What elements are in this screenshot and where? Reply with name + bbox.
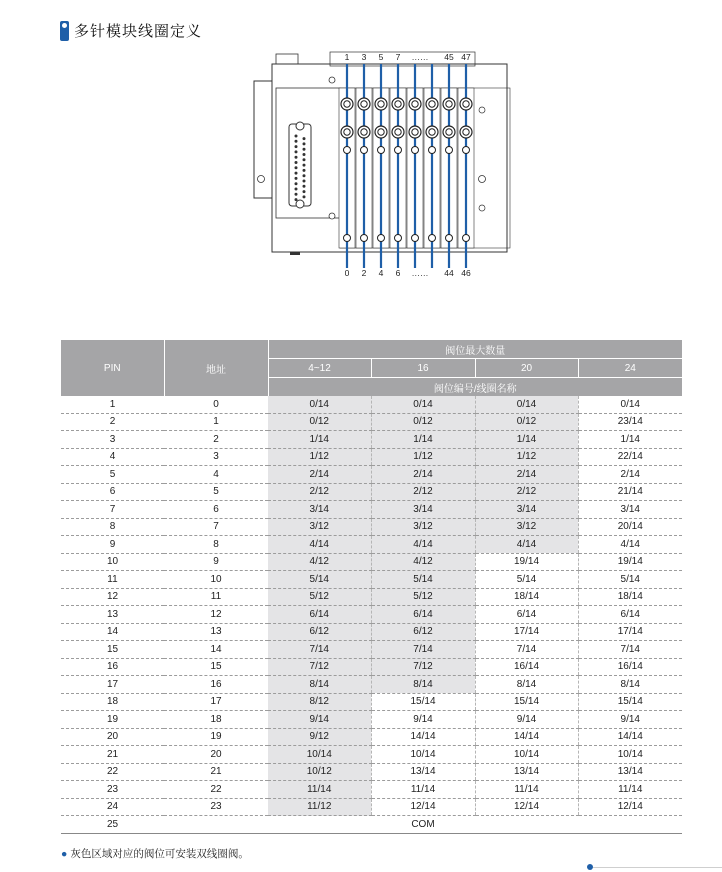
cell-count-4-12: 5/12 xyxy=(268,588,371,606)
cell-address: 16 xyxy=(164,676,268,694)
cell-count-16: 14/14 xyxy=(371,728,475,746)
table-row xyxy=(61,711,682,729)
count-header: 24 xyxy=(578,359,682,378)
cell-pin: 1 xyxy=(61,396,164,413)
cell-count-4-12: 7/12 xyxy=(268,658,371,676)
coil-icon xyxy=(426,98,438,110)
cell-pin: 8 xyxy=(61,518,164,536)
table-row xyxy=(61,781,682,799)
coil-icon xyxy=(443,98,455,110)
page-title-block xyxy=(60,20,202,41)
cell-count-20: 14/14 xyxy=(475,728,578,746)
cell-count-16: 1/12 xyxy=(371,448,475,466)
screw-icon xyxy=(378,147,385,154)
cell-count-16: 5/14 xyxy=(371,571,475,589)
cell-count-16: 1/14 xyxy=(371,431,475,449)
top-pin-label: 1 xyxy=(344,52,350,62)
cell-count-4-12: 10/14 xyxy=(268,746,371,764)
screw-icon xyxy=(344,147,351,154)
cell-count-16: 4/14 xyxy=(371,536,475,554)
cell-count-24: 8/14 xyxy=(578,676,682,694)
cell-count-16: 15/14 xyxy=(371,693,475,711)
table-row xyxy=(61,658,682,676)
cell-address: 19 xyxy=(164,728,268,746)
top-pin-label: 5 xyxy=(378,52,384,62)
cell-count-24: 12/14 xyxy=(578,798,682,816)
cell-count-16: 2/12 xyxy=(371,483,475,501)
coil-icon xyxy=(375,126,387,138)
screw-icon xyxy=(446,147,453,154)
col-header-address: 地址 xyxy=(164,340,268,396)
bottom-pin-label: 6 xyxy=(395,268,401,278)
cell-count-16: 6/12 xyxy=(371,623,475,641)
cell-pin: 25 xyxy=(61,816,164,834)
coil-icon xyxy=(375,98,387,110)
coil-icon xyxy=(341,126,353,138)
coil-icon xyxy=(358,126,370,138)
cell-count-4-12: 1/14 xyxy=(268,431,371,449)
cell-count-20: 1/14 xyxy=(475,431,578,449)
top-pin-label: 45 xyxy=(444,52,454,62)
cell-count-24: 7/14 xyxy=(578,641,682,659)
cell-count-4-12: 7/14 xyxy=(268,641,371,659)
cell-count-24: 14/14 xyxy=(578,728,682,746)
table-row xyxy=(61,693,682,711)
bottom-pin-label: 2 xyxy=(361,268,367,278)
cell-address: 21 xyxy=(164,763,268,781)
cell-count-24: 21/14 xyxy=(578,483,682,501)
cell-count-4-12: 0/14 xyxy=(268,396,371,413)
cell-address: 9 xyxy=(164,553,268,571)
cell-count-4-12: 8/14 xyxy=(268,676,371,694)
cell-count-24: 17/14 xyxy=(578,623,682,641)
cell-count-16: 2/14 xyxy=(371,466,475,484)
cell-count-4-12: 0/12 xyxy=(268,413,371,431)
cell-pin: 19 xyxy=(61,711,164,729)
footnote xyxy=(61,846,249,861)
cell-address: 3 xyxy=(164,448,268,466)
cell-address: 15 xyxy=(164,658,268,676)
cell-count-20: 2/14 xyxy=(475,466,578,484)
table-row xyxy=(61,448,682,466)
bottom-pin-label: …… xyxy=(411,268,429,278)
screw-icon xyxy=(395,235,402,242)
table-row xyxy=(61,816,682,834)
cell-count-16: 5/12 xyxy=(371,588,475,606)
cell-count-4-12: 4/12 xyxy=(268,553,371,571)
cell-count-20: 18/14 xyxy=(475,588,578,606)
cell-count-4-12: 11/14 xyxy=(268,781,371,799)
cell-pin: 18 xyxy=(61,693,164,711)
table-row xyxy=(61,396,682,413)
coil-icon xyxy=(341,98,353,110)
screw-icon xyxy=(412,147,419,154)
title-marker-icon xyxy=(60,21,69,41)
cell-count-24: 15/14 xyxy=(578,693,682,711)
cell-count-20: 9/14 xyxy=(475,711,578,729)
cell-pin: 9 xyxy=(61,536,164,554)
cell-address: 18 xyxy=(164,711,268,729)
cell-count-20: 7/14 xyxy=(475,641,578,659)
cell-address: 22 xyxy=(164,781,268,799)
cell-count-24: 19/14 xyxy=(578,553,682,571)
cell-count-24: 3/14 xyxy=(578,501,682,519)
coil-icon xyxy=(460,126,472,138)
cell-pin: 10 xyxy=(61,553,164,571)
cell-count-20: 3/12 xyxy=(475,518,578,536)
cell-count-24: 4/14 xyxy=(578,536,682,554)
cell-count-24: 10/14 xyxy=(578,746,682,764)
coil-icon xyxy=(443,126,455,138)
table-row xyxy=(61,798,682,816)
cell-address: 2 xyxy=(164,431,268,449)
cell-count-4-12: 3/14 xyxy=(268,501,371,519)
cell-address: 14 xyxy=(164,641,268,659)
table-row xyxy=(61,431,682,449)
bottom-pin-label: 44 xyxy=(444,268,454,278)
count-header: 16 xyxy=(371,359,475,378)
module-diagram xyxy=(230,48,520,283)
cell-count-20: 10/14 xyxy=(475,746,578,764)
table-row xyxy=(61,553,682,571)
cell-pin: 6 xyxy=(61,483,164,501)
footnote-text: 灰色区域对应的阀位可安装双线圈阀。 xyxy=(70,848,249,860)
coil-icon xyxy=(358,98,370,110)
cell-count-24: 20/14 xyxy=(578,518,682,536)
cell-count-24: 5/14 xyxy=(578,571,682,589)
cell-count-16: 0/14 xyxy=(371,396,475,413)
cell-count-24: 23/14 xyxy=(578,413,682,431)
cell-count-16: 6/14 xyxy=(371,606,475,624)
top-pin-label: 47 xyxy=(461,52,471,62)
cell-address: 17 xyxy=(164,693,268,711)
screw-icon xyxy=(463,235,470,242)
cell-count-16: 7/14 xyxy=(371,641,475,659)
cell-count-20: 5/14 xyxy=(475,571,578,589)
cell-address: 5 xyxy=(164,483,268,501)
bottom-pin-label: 0 xyxy=(344,268,350,278)
bullet-icon: ● xyxy=(61,848,68,860)
table-row xyxy=(61,746,682,764)
cell-pin: 17 xyxy=(61,676,164,694)
table-row xyxy=(61,466,682,484)
cell-count-16: 4/12 xyxy=(371,553,475,571)
table-row xyxy=(61,536,682,554)
table-row xyxy=(61,623,682,641)
cell-count-4-12: 3/12 xyxy=(268,518,371,536)
table-row xyxy=(61,606,682,624)
count-header: 4~12 xyxy=(268,359,371,378)
table-row xyxy=(61,676,682,694)
screw-icon xyxy=(429,235,436,242)
cell-com: COM xyxy=(164,816,682,834)
screw-icon xyxy=(446,235,453,242)
cell-pin: 20 xyxy=(61,728,164,746)
coil-icon xyxy=(409,126,421,138)
screw-icon xyxy=(361,147,368,154)
cell-pin: 11 xyxy=(61,571,164,589)
cell-address: 4 xyxy=(164,466,268,484)
cell-count-24: 6/14 xyxy=(578,606,682,624)
cell-pin: 2 xyxy=(61,413,164,431)
cell-count-16: 13/14 xyxy=(371,763,475,781)
cell-address: 13 xyxy=(164,623,268,641)
cell-count-16: 11/14 xyxy=(371,781,475,799)
cell-pin: 13 xyxy=(61,606,164,624)
cell-count-20: 4/14 xyxy=(475,536,578,554)
cell-pin: 22 xyxy=(61,763,164,781)
table-row xyxy=(61,571,682,589)
cell-pin: 23 xyxy=(61,781,164,799)
cell-count-20: 17/14 xyxy=(475,623,578,641)
cell-address: 23 xyxy=(164,798,268,816)
cell-pin: 14 xyxy=(61,623,164,641)
cell-address: 1 xyxy=(164,413,268,431)
cell-address: 6 xyxy=(164,501,268,519)
cell-pin: 21 xyxy=(61,746,164,764)
coil-icon xyxy=(460,98,472,110)
cell-pin: 4 xyxy=(61,448,164,466)
cell-count-24: 9/14 xyxy=(578,711,682,729)
cell-count-4-12: 6/12 xyxy=(268,623,371,641)
table-row xyxy=(61,483,682,501)
table-body xyxy=(61,396,682,833)
table-row xyxy=(61,641,682,659)
cell-count-4-12: 8/12 xyxy=(268,693,371,711)
cell-pin: 24 xyxy=(61,798,164,816)
cell-count-20: 1/12 xyxy=(475,448,578,466)
cell-count-20: 19/14 xyxy=(475,553,578,571)
cell-count-20: 6/14 xyxy=(475,606,578,624)
table-row xyxy=(61,763,682,781)
cell-count-4-12: 6/14 xyxy=(268,606,371,624)
cell-count-16: 12/14 xyxy=(371,798,475,816)
cell-count-4-12: 5/14 xyxy=(268,571,371,589)
cell-address: 11 xyxy=(164,588,268,606)
cell-count-24: 11/14 xyxy=(578,781,682,799)
coil-icon xyxy=(426,126,438,138)
cell-address: 12 xyxy=(164,606,268,624)
cell-address: 8 xyxy=(164,536,268,554)
cell-count-16: 8/14 xyxy=(371,676,475,694)
cell-pin: 15 xyxy=(61,641,164,659)
table-row xyxy=(61,518,682,536)
screw-icon xyxy=(395,147,402,154)
cell-address: 10 xyxy=(164,571,268,589)
cell-count-20: 0/14 xyxy=(475,396,578,413)
coil-icon xyxy=(392,98,404,110)
count-header: 20 xyxy=(475,359,578,378)
table-row xyxy=(61,728,682,746)
top-pin-label: 7 xyxy=(395,52,401,62)
cell-count-4-12: 2/12 xyxy=(268,483,371,501)
cell-address: 7 xyxy=(164,518,268,536)
cell-pin: 5 xyxy=(61,466,164,484)
table-row xyxy=(61,588,682,606)
cell-count-20: 0/12 xyxy=(475,413,578,431)
cell-count-24: 13/14 xyxy=(578,763,682,781)
cell-count-24: 22/14 xyxy=(578,448,682,466)
bottom-pin-label: 46 xyxy=(461,268,471,278)
screw-icon xyxy=(412,235,419,242)
cell-count-16: 10/14 xyxy=(371,746,475,764)
screw-icon xyxy=(463,147,470,154)
top-pin-label: …… xyxy=(411,52,429,62)
cell-count-4-12: 4/14 xyxy=(268,536,371,554)
cell-count-24: 0/14 xyxy=(578,396,682,413)
coil-icon xyxy=(392,126,404,138)
sub-header-coil-name: 阀位编号/线圈名称 xyxy=(268,378,682,397)
col-header-pin: PIN xyxy=(61,340,164,396)
cell-count-4-12: 10/12 xyxy=(268,763,371,781)
coil-icon xyxy=(409,98,421,110)
corner-divider xyxy=(593,867,722,868)
cell-count-24: 1/14 xyxy=(578,431,682,449)
cell-count-16: 9/14 xyxy=(371,711,475,729)
cell-address: 0 xyxy=(164,396,268,413)
cell-count-20: 15/14 xyxy=(475,693,578,711)
cell-count-24: 16/14 xyxy=(578,658,682,676)
cell-count-16: 3/14 xyxy=(371,501,475,519)
cell-count-4-12: 9/12 xyxy=(268,728,371,746)
screw-icon xyxy=(378,235,385,242)
screw-icon xyxy=(361,235,368,242)
table-row xyxy=(61,501,682,519)
cell-count-24: 2/14 xyxy=(578,466,682,484)
cell-count-16: 3/12 xyxy=(371,518,475,536)
cell-count-16: 0/12 xyxy=(371,413,475,431)
page-title: 多针模块线圈定义 xyxy=(74,23,203,40)
cell-address: 20 xyxy=(164,746,268,764)
cell-pin: 16 xyxy=(61,658,164,676)
cell-pin: 12 xyxy=(61,588,164,606)
cell-count-20: 2/12 xyxy=(475,483,578,501)
cell-count-20: 12/14 xyxy=(475,798,578,816)
group-header-max-count: 阀位最大数量 xyxy=(268,340,682,359)
cell-count-16: 7/12 xyxy=(371,658,475,676)
screw-icon xyxy=(344,235,351,242)
cell-count-24: 18/14 xyxy=(578,588,682,606)
screw-icon xyxy=(429,147,436,154)
table-row xyxy=(61,413,682,431)
top-pin-label: 3 xyxy=(361,52,367,62)
cell-count-20: 8/14 xyxy=(475,676,578,694)
cell-count-20: 11/14 xyxy=(475,781,578,799)
module-drawing xyxy=(230,48,520,283)
cell-count-4-12: 11/12 xyxy=(268,798,371,816)
cell-count-4-12: 2/14 xyxy=(268,466,371,484)
cell-count-20: 3/14 xyxy=(475,501,578,519)
cell-count-20: 13/14 xyxy=(475,763,578,781)
cell-pin: 3 xyxy=(61,431,164,449)
cell-pin: 7 xyxy=(61,501,164,519)
bottom-pin-label: 4 xyxy=(378,268,384,278)
cell-count-4-12: 9/14 xyxy=(268,711,371,729)
pin-definition-table xyxy=(61,340,682,834)
cell-count-4-12: 1/12 xyxy=(268,448,371,466)
cell-count-20: 16/14 xyxy=(475,658,578,676)
